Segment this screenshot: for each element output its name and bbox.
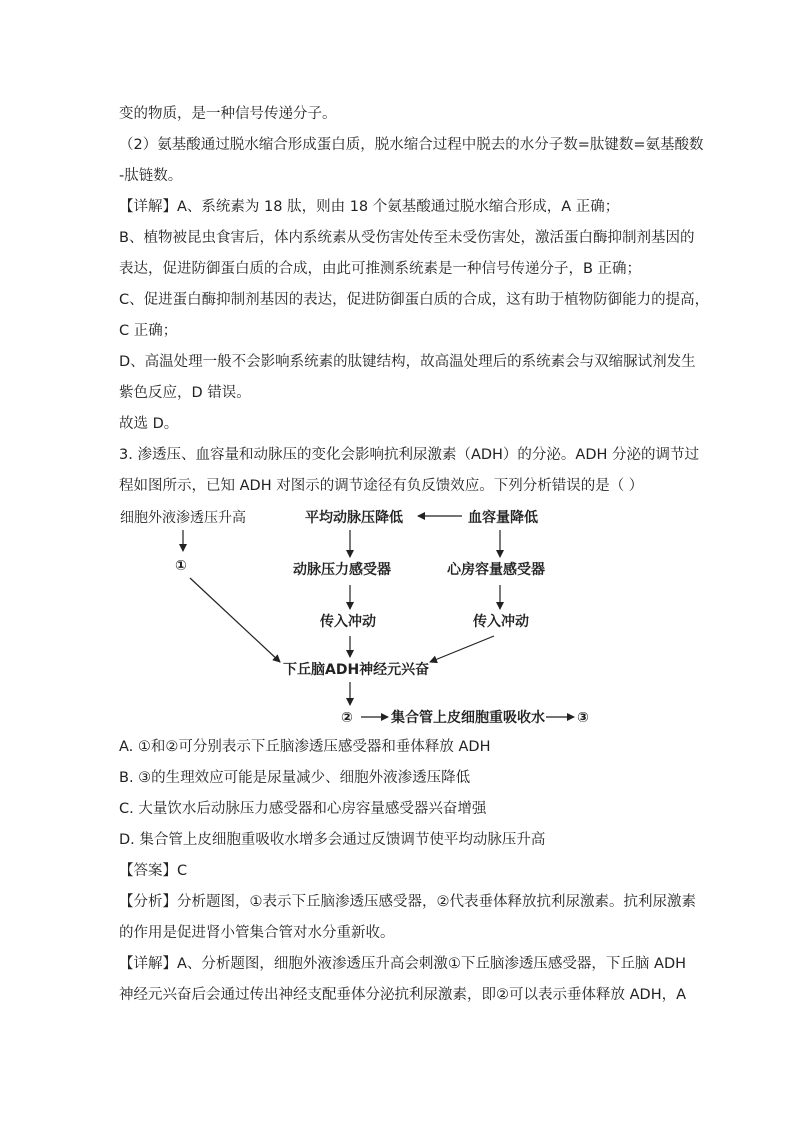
text-line: C、促进蛋白酶抑制剂基因的表达，促进防御蛋白质的合成，这有助于植物防御能力的提高， [119,292,710,308]
text-line: C 正确； [119,323,178,339]
question-stem: 3. 渗透压、血容量和动脉压的变化会影响抗利尿激素（ADH）的分泌。ADH 分泌的调节过 [119,447,700,463]
node-circle-1: ① [175,558,187,574]
option-a: A. ①和②可分别表示下丘脑渗透压感受器和垂体释放 ADH [119,739,491,755]
text-line: （2）氨基酸通过脱水缩合形成蛋白质，脱水缩合过程中脱去的水分子数=肽键数=氨基酸数 [119,137,704,153]
option-b: B. ③的生理效应可能是尿量减少、细胞外液渗透压降低 [119,770,471,786]
option-c: C. 大量饮水后动脉压力感受器和心房容量感受器兴奋增强 [119,801,487,817]
node-circle-3: ③ [577,710,589,726]
node-circle-2: ② [341,710,353,726]
text-line: -肽链数。 [119,168,183,184]
text-line: D、高温处理一般不会影响系统素的肽键结构，故高温处理后的系统素会与双缩脲试剂发生 [119,354,696,370]
text-line: 故选 D。 [119,416,179,432]
node-arterial-pressure: 平均动脉压降低 [305,510,403,526]
analysis-line: 【分析】分析题图，①表示下丘脑渗透压感受器，②代表垂体释放抗利尿激素。抗利尿激素 [119,894,696,910]
text-line: 变的物质，是一种信号传递分子。 [119,106,337,122]
arrow-1-to-hypothalamus [190,578,280,662]
text-line: 表达，促进防御蛋白质的合成，由此可推测系统素是一种信号传递分子，B 正确； [119,261,642,277]
question-stem: 程如图所示，已知 ADH 对图示的调节途径有负反馈效应。下列分析错误的是（ ） [119,478,644,494]
explanation-line: 【详解】A、分析题图，细胞外液渗透压升高会刺激①下丘脑渗透压感受器，下丘脑 ADH [119,956,687,972]
answer: 【答案】C [119,863,188,879]
node-hypothalamus: 下丘脑ADH神经元兴奋 [283,662,430,678]
node-atrial-receptor: 心房容量感受器 [447,562,545,578]
explanation-line: 神经元兴奋后会通过传出神经支配垂体分泌抗利尿激素，即②可以表示垂体释放 ADH，A [119,987,687,1003]
arrow-afferent2-to-hypothalamus [430,636,494,662]
text-line: B、植物被昆虫食害后，体内系统素从受伤害处传至未受伤害处，激活蛋白酶抑制剂基因的 [119,230,695,246]
node-afferent-2: 传入冲动 [473,614,529,630]
text-line: 【详解】A、系统素为 18 肽，则由 18 个氨基酸通过脱水缩合形成，A 正确； [119,199,620,215]
node-afferent-1: 传入冲动 [320,614,376,630]
node-blood-volume: 血容量降低 [468,510,538,526]
node-baroreceptor: 动脉压力感受器 [293,562,391,578]
option-d: D. 集合管上皮细胞重吸收水增多会通过反馈调节使平均动脉压升高 [119,832,546,848]
analysis-line: 的作用是促进肾小管集合管对水分重新收。 [119,925,395,941]
text-line: 紫色反应，D 错误。 [119,385,251,401]
node-osmotic-pressure: 细胞外液渗透压升高 [120,510,246,526]
node-water-reabsorption: 集合管上皮细胞重吸收水 [391,710,545,726]
